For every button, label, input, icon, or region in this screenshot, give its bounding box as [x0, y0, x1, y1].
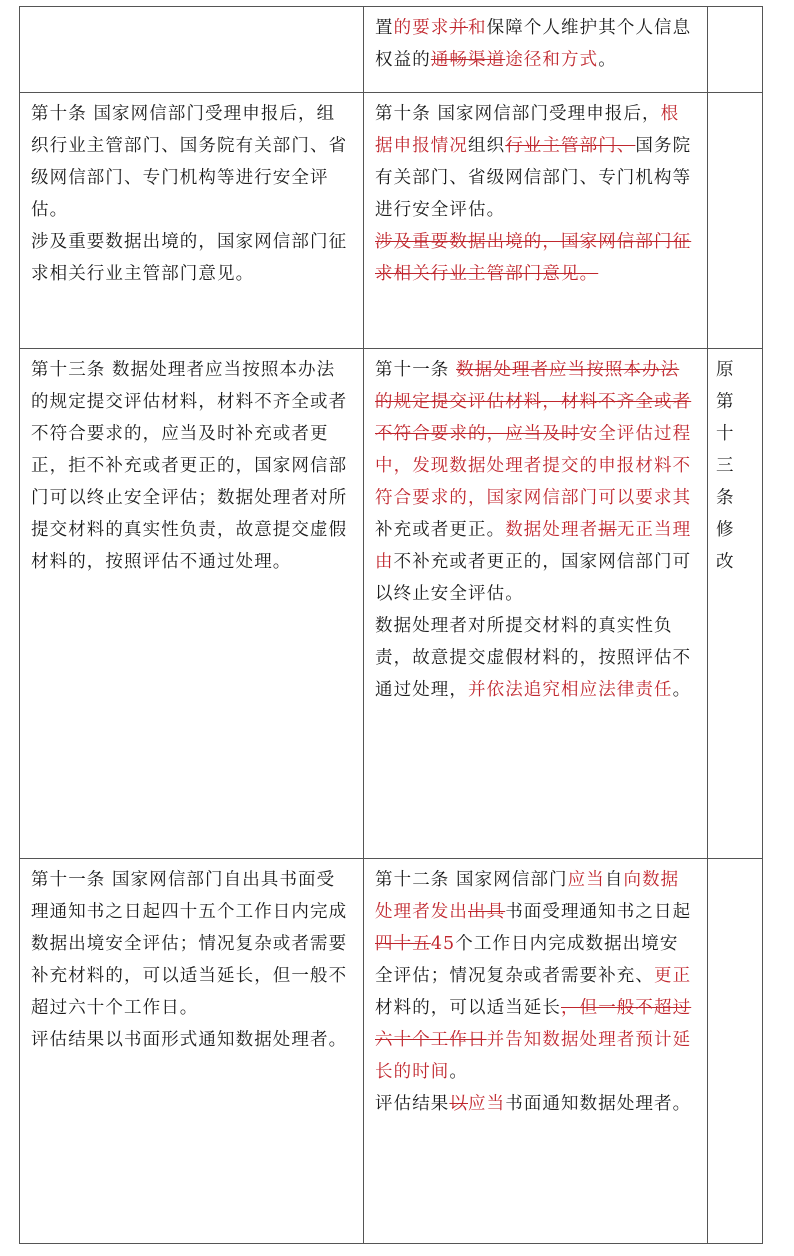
text-segment: 置 — [375, 18, 394, 38]
table-row — [20, 859, 763, 1244]
paragraph — [31, 1024, 353, 1056]
text-segment: 材料的，可以适当延长 — [375, 998, 561, 1018]
inserted-text: 应当 — [468, 1094, 506, 1114]
paragraph — [375, 1088, 697, 1120]
comparison-table — [19, 6, 763, 1244]
paragraph — [31, 354, 353, 578]
text-segment: 评估结果以书面形式通知数据处理者。 — [31, 1030, 348, 1050]
deleted-text: 以 — [449, 1094, 469, 1114]
text-segment: 。 — [449, 1062, 469, 1082]
text-segment: 国务院有关部门、省级网信部门、专门机构等进行安全评估。 — [375, 136, 692, 220]
text-segment: 书面通知数据处理者。 — [505, 1094, 692, 1114]
inserted-text: 向数据处理者发出 — [375, 870, 680, 922]
inserted-text: 的要求 — [393, 18, 450, 38]
inserted-text: 数据处理者 — [505, 520, 599, 540]
text-segment: 书面受理通知书之日起 — [505, 902, 692, 922]
deleted-text: 出具 — [468, 902, 506, 922]
remark-cell — [708, 93, 763, 349]
inserted-text: 安全评估过程中，发现数据处理者提交的申报材料不符合要求的，国家网信部门可以要求其 — [375, 424, 692, 508]
inserted-text: 并告知数据处理者预计延长的时间 — [375, 1030, 692, 1082]
text-segment: 第十二条 国家网信部门 — [375, 870, 568, 890]
paragraph — [375, 12, 697, 76]
original-text-cell — [20, 93, 364, 349]
text-segment: 补充或者更正。 — [375, 520, 506, 540]
deleted-text: 行业主管部门、 — [505, 136, 636, 156]
remark-text: 原第十三条修改 — [716, 360, 740, 572]
original-text-cell — [20, 349, 364, 859]
inserted-text: 根据申报情况 — [375, 104, 680, 156]
paragraph — [375, 354, 697, 610]
inserted-text: 途径和方式 — [505, 50, 599, 70]
paragraph — [375, 98, 697, 226]
text-segment: 不补充或者更正的，国家网信部门可以终止安全评估。 — [375, 552, 692, 604]
paragraph — [31, 226, 353, 290]
paragraph — [31, 864, 353, 1024]
inserted-text: 无正当理由 — [375, 520, 692, 572]
deleted-text: 四十五 — [375, 934, 431, 954]
text-segment: 涉及重要数据出境的，国家网信部门征求相关行业主管部门意见。 — [31, 232, 348, 284]
table-row — [20, 349, 763, 859]
text-segment: 自 — [604, 870, 624, 890]
text-segment: 个工作日内完成数据出境安全评估；情况复杂或者需要补充、 — [375, 934, 679, 986]
paragraph — [31, 98, 353, 226]
inserted-text: 更正 — [654, 966, 692, 986]
inserted-text: 应当 — [567, 870, 605, 890]
text-segment: 第十条 国家网信部门受理申报后，组织行业主管部门、国务院有关部门、省级网信部门、专门机构等进行安全评估。 — [31, 104, 348, 220]
text-segment: 。 — [598, 50, 617, 70]
deleted-text: ，但一般不超过六十个工作日 — [375, 998, 692, 1050]
revised-text-cell — [364, 93, 708, 349]
deleted-text: 通畅渠道 — [430, 50, 506, 70]
paragraph — [375, 610, 697, 706]
table-row — [20, 7, 763, 93]
inserted-text: 并依法追究相应法律责任 — [468, 680, 673, 700]
original-text-cell — [20, 7, 364, 93]
text-segment: 组织 — [468, 136, 506, 156]
inserted-text: 45 — [430, 934, 456, 954]
text-segment: 第十一条 — [375, 360, 457, 380]
revised-text-cell — [364, 859, 708, 1244]
table-row — [20, 93, 763, 349]
inserted-text: 和 — [468, 18, 487, 38]
remark-cell — [708, 349, 763, 859]
deleted-text: 并 — [449, 18, 469, 38]
text-segment: 。 — [672, 680, 692, 700]
text-segment: 保障个人维护其个人信息权益的 — [375, 18, 692, 70]
deleted-text: 据 — [598, 520, 617, 540]
revised-text-cell — [364, 349, 708, 859]
remark-cell — [708, 7, 763, 93]
deleted-text: 涉及重要数据出境的，国家网信部门征求相关行业主管部门意见。 — [375, 232, 692, 284]
original-text-cell — [20, 859, 364, 1244]
comparison-table-body — [20, 7, 763, 1244]
text-segment: 数据处理者对所提交材料的真实性负责，故意提交虚假材料的，按照评估不通过处理， — [375, 616, 692, 700]
paragraph — [375, 226, 697, 290]
text-segment: 评估结果 — [375, 1094, 450, 1114]
text-segment: 第十条 国家网信部门受理申报后， — [375, 104, 661, 124]
paragraph — [375, 864, 697, 1088]
remark-cell — [708, 859, 763, 1244]
text-segment: 第十一条 国家网信部门自出具书面受理通知书之日起四十五个工作日内完成数据出境安全评估；情况复杂或者需要补充材料的，可以适当延长，但一般不超过六十个工作日。 — [31, 870, 348, 1018]
deleted-text: 数据处理者应当按照本办法的规定提交评估材料，材料不齐全或者不符合要求的，应当及时 — [375, 360, 692, 444]
revised-text-cell — [364, 7, 708, 93]
text-segment: 第十三条 数据处理者应当按照本办法的规定提交评估材料，材料不齐全或者不符合要求的，应当及时补充或者更正，拒不补充或者更正的，国家网信部门可以终止安全评估；数据处理者对所提交材料的真实性负责，故意提交虚假材料的，按照评估不通过处理。 — [31, 360, 348, 572]
